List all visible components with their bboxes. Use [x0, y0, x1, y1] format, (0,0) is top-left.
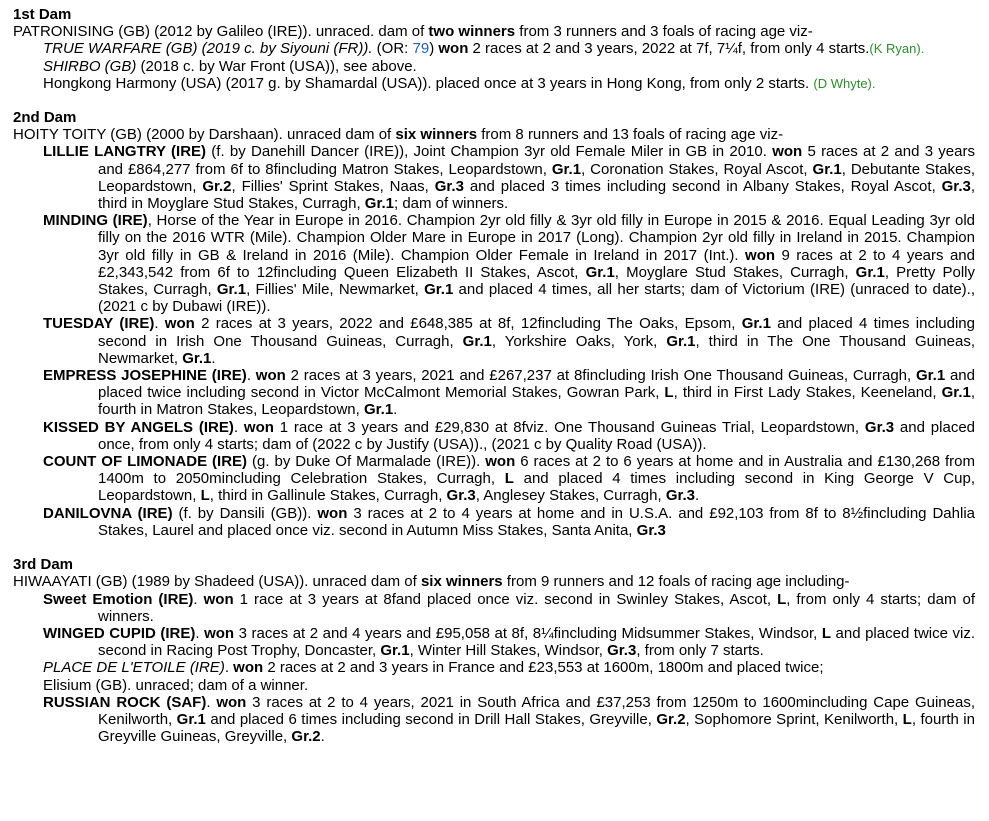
text-run: . [195, 624, 205, 642]
text-run: 79 [412, 40, 430, 58]
text-run: won [772, 143, 803, 161]
text-run: Gr.2 [656, 710, 686, 728]
text-run: PLACE DE L'ETOILE (IRE) [43, 659, 225, 677]
text-run: six winners [420, 573, 503, 591]
text-run: Gr.3 [941, 177, 971, 195]
text-run: L [821, 624, 831, 642]
text-run: PATRONISING (GB) (2012 by Galileo (IRE)). unraced. dam of [13, 23, 429, 41]
text-run: L [664, 384, 674, 402]
text-run: Elisium (GB). unraced; dam of a winner. [43, 676, 309, 694]
section-title: 3rd Dam [13, 556, 74, 574]
text-run: and placed 3 times including second in Albany Stakes, Royal Ascot, [463, 177, 942, 195]
progeny-entry [13, 625, 975, 659]
text-run: Gr.3 [607, 642, 637, 660]
text-run: (2018 c. by War Front (USA)), see above. [136, 57, 417, 75]
text-run: won [255, 367, 286, 385]
text-run: (f. by Dansili (GB)). [172, 504, 318, 522]
text-run: (g. by Duke Of Marmalade (IRE)). [247, 453, 486, 471]
text-run: HOITY TOITY (GB) (2000 by Darshaan). unraced dam of [13, 126, 396, 144]
text-run: and placed 4 times including second in Irish One Thousand Guineas, Curragh, [98, 315, 975, 350]
text-run: Gr.1 [666, 332, 696, 350]
text-run: and placed 4 times including second in King George V Cup, Leopardstown, [98, 470, 975, 505]
text-run: (D Whyte). [813, 75, 876, 91]
text-run: and placed 6 times including second in Drill Hall Stakes, Greyville, [205, 710, 657, 728]
text-run: , Winter Hill Stakes, Windsor, [409, 642, 608, 660]
text-run: . [193, 590, 204, 608]
text-run: Gr.1 [551, 160, 582, 178]
text-run: Gr.1 [941, 384, 971, 402]
text-run: 9 races at 2 to 4 years and £2,343,542 from 6f to 12fincluding Queen Elizabeth II Stakes, Ascot, [98, 246, 975, 281]
text-run: 3 races at 2 to 4 years, 2021 in South Africa and £37,253 from 1250m to 1600mincluding Cape Guineas, Kenilworth, [98, 693, 975, 728]
dam-entry [13, 23, 975, 40]
text-run: . [393, 401, 398, 419]
text-run: , from only 7 starts. [636, 642, 764, 660]
text-run: L [504, 470, 514, 488]
text-run: and placed once, from only 4 starts; dam of (2022 c by Justify (USA))., (2021 c by Quality Road (USA)). [98, 418, 976, 453]
text-run: Gr.1 [363, 401, 394, 419]
text-run: 1 race at 3 years at 8fand placed once viz. second in Swinley Stakes, Ascot, [233, 590, 778, 608]
text-run: LILLIE LANGTRY (IRE) [43, 143, 207, 161]
text-run: MINDING (IRE) [43, 212, 148, 230]
text-run: and placed twice viz. second in Racing Post Trophy, Doncaster, [98, 624, 976, 660]
text-run: 2 races at 2 and 3 years, 2022 at 7f, 7¼f, from only 4 starts. [468, 40, 870, 58]
text-run: WINGED CUPID (IRE) [43, 624, 196, 642]
text-run: Gr.1 [216, 281, 247, 299]
text-run: Gr.1 [380, 642, 410, 660]
text-run: Gr.1 [424, 281, 454, 299]
text-run: . [154, 315, 165, 333]
text-run: TUESDAY (IRE) [43, 315, 155, 333]
text-run: 3 races at 2 and 4 years and £95,058 at 8f, 8¼fincluding Midsummer Stakes, Windsor, [234, 624, 822, 642]
text-run: 1 race at 3 years and £29,830 at 8fviz. One Thousand Guineas Trial, Leopardstown, [273, 418, 865, 436]
text-run: Gr.3 [864, 418, 895, 436]
text-run: won [216, 693, 247, 711]
text-run: won [164, 315, 195, 333]
text-run: , third in Moyglare Stud Stakes, Curragh, [98, 177, 975, 213]
text-run: Gr.3 [636, 521, 666, 539]
text-run: won [745, 246, 776, 264]
text-run: , Horse of the Year in Europe in 2016. Champion 2yr old filly & 3yr old filly in Europe in 2015 & 2016. Equal Leading 3yr old filly on the 2016 WTR (Mile). Champion Older Mare in Europe in 2017 (Long). Champion 2yr old filly in Ireland in 2015. Champion 3yr old filly in GB & Ireland in 2016 (Mile). Champion Older Female in Ireland in 2017 (Int.). [98, 212, 975, 264]
text-run: 6 races at 2 to 6 years at home and in Australia and £130,268 from 1400m to 2050mincluding Celebration Stakes, Curragh, [98, 453, 976, 488]
text-run: . [695, 487, 700, 505]
dam-entry [13, 573, 975, 590]
text-run: . [320, 728, 325, 746]
text-run: , fourth in Matron Stakes, Leopardstown, [98, 384, 975, 419]
text-run: Gr.3 [434, 177, 464, 195]
text-run: , Yorkshire Oaks, York, [491, 332, 667, 350]
text-run: from 8 runners and 13 foals of racing age viz- [477, 126, 784, 144]
text-run: , third in The One Thousand Guineas, Newmarket, [98, 332, 975, 367]
text-run: 3 races at 2 to 4 years at home and in U.S.A. and £92,103 from 8f to 8½fincluding Dahlia Stakes, Laurel and placed once viz. second in Autumn Miss Stakes, Santa Anita, [98, 504, 975, 539]
progeny-entry [13, 143, 975, 212]
text-run: two winners [428, 23, 516, 41]
section-title: 1st Dam [13, 6, 72, 23]
text-run: , fourth in Greyville Guineas, Greyville, [98, 710, 975, 746]
text-run: Hongkong Harmony (USA) (2017 g. by Shamardal (USA)). placed once at 3 years in Hong Kong, from only 2 starts. [43, 74, 814, 92]
text-run: , third in First Lady Stakes, Keeneland, [673, 384, 942, 402]
text-run: KISSED BY ANGELS (IRE) [43, 418, 234, 436]
text-run: . [233, 418, 244, 436]
text-run: DANILOVNA (IRE) [43, 504, 173, 522]
dam-section [13, 6, 975, 92]
text-run: , Fillies' Sprint Stakes, Naas, [231, 177, 435, 195]
text-run: HIWAAYATI (GB) (1989 by Shadeed (USA)). unraced dam of [13, 573, 421, 591]
text-run: . [246, 367, 256, 385]
text-run: 5 races at 2 and 3 years and £864,277 from 6f to 8fincluding Matron Stakes, Leopardstown, [98, 143, 975, 178]
text-run: Sweet Emotion (IRE) [43, 590, 194, 608]
text-run: . [224, 659, 234, 677]
progeny-entry [13, 453, 975, 505]
progeny-entry [13, 659, 975, 676]
text-run: (f. by Danehill Dancer (IRE)), Joint Champion 3yr old Female Miler in GB in 2010. [206, 143, 773, 161]
progeny-entry [13, 419, 975, 453]
text-run: won [204, 624, 235, 642]
text-run: Gr.1 [741, 315, 771, 333]
text-run: won [233, 659, 264, 677]
text-run: , Pretty Polly Stakes, Curragh, [98, 263, 975, 299]
text-run: six winners [395, 126, 478, 144]
progeny-entry [13, 40, 975, 57]
text-run: ; dam of winners. [393, 195, 509, 213]
text-run: from 3 runners and 3 foals of racing age viz- [515, 23, 813, 41]
text-run: Gr.1 [364, 195, 394, 213]
text-run: SHIRBO (GB) [43, 57, 137, 75]
text-run: , Fillies' Mile, Newmarket, [246, 281, 425, 299]
text-run: , Moyglare Stud Stakes, Curragh, [614, 263, 856, 281]
text-run: from 9 runners and 12 foals of racing age including- [502, 573, 850, 591]
text-run: (OR: [372, 40, 413, 58]
progeny-entry [13, 505, 975, 539]
dam-section [13, 109, 975, 539]
text-run: COUNT OF LIMONADE (IRE) [43, 453, 248, 471]
text-run: Gr.3 [446, 487, 476, 505]
progeny-entry [13, 591, 975, 625]
text-run: L [200, 487, 210, 505]
text-run: 2 races at 3 years, 2021 and £267,237 at 8fincluding Irish One Thousand Guineas, Curragh, [285, 367, 916, 385]
progeny-entry [13, 75, 975, 92]
text-run: 2 races at 3 years, 2022 and £648,385 at 8f, 12fincluding The Oaks, Epsom, [194, 315, 742, 333]
text-run: ) [429, 40, 439, 58]
text-run: Gr.1 [176, 710, 206, 728]
text-run: , from only 4 starts; dam of winners. [98, 590, 975, 625]
text-run: won [317, 504, 348, 522]
text-run: Gr.2 [291, 728, 321, 746]
text-run: won [438, 40, 469, 58]
text-run: and placed twice including second in Victor McCalmont Memorial Stakes, Gowran Park, [98, 367, 975, 402]
text-run: , Debutante Stakes, Leopardstown, [98, 160, 976, 195]
text-run: L [902, 710, 912, 728]
text-run: Gr.1 [812, 160, 842, 178]
text-run: . [211, 349, 216, 367]
text-run: won [243, 418, 274, 436]
text-run: and placed 4 times, all her starts; dam of Victorium (IRE) (unraced to date)., (2021 c by Dubawi (IRE)). [98, 281, 975, 316]
progeny-entry [13, 677, 975, 694]
section-title: 2nd Dam [13, 109, 77, 127]
text-run: Gr.1 [462, 332, 492, 350]
text-run: TRUE WARFARE (GB) (2019 c. by Siyouni (FR)). [43, 40, 373, 58]
progeny-entry [13, 58, 975, 75]
text-run: Gr.3 [665, 487, 696, 505]
text-run: Gr.1 [855, 263, 885, 281]
text-run: won [485, 453, 516, 471]
text-run: L [777, 590, 787, 608]
text-run: EMPRESS JOSEPHINE (IRE) [43, 367, 247, 385]
text-run: . [206, 693, 217, 711]
dam-entry [13, 126, 975, 143]
text-run: Gr.1 [915, 367, 946, 385]
progeny-entry [13, 315, 975, 367]
text-run: , Anglesey Stakes, Curragh, [475, 487, 666, 505]
text-run: Gr.1 [182, 349, 212, 367]
progeny-entry [13, 367, 975, 419]
text-run: , Sophomore Sprint, Kenilworth, [685, 710, 903, 728]
text-run: won [203, 590, 234, 608]
dam-section [13, 556, 975, 745]
progeny-entry [13, 212, 975, 315]
text-run: RUSSIAN ROCK (SAF) [43, 693, 207, 711]
text-run: , third in Gallinule Stakes, Curragh, [209, 487, 447, 505]
progeny-entry [13, 694, 975, 746]
text-run: Gr.2 [202, 177, 232, 195]
text-run: , Coronation Stakes, Royal Ascot, [581, 160, 813, 178]
text-run: 2 races at 2 and 3 years in France and £23,553 at 1600m, 1800m and placed twice; [263, 659, 824, 677]
text-run: (K Ryan). [869, 41, 925, 57]
text-run: Gr.1 [585, 263, 615, 281]
